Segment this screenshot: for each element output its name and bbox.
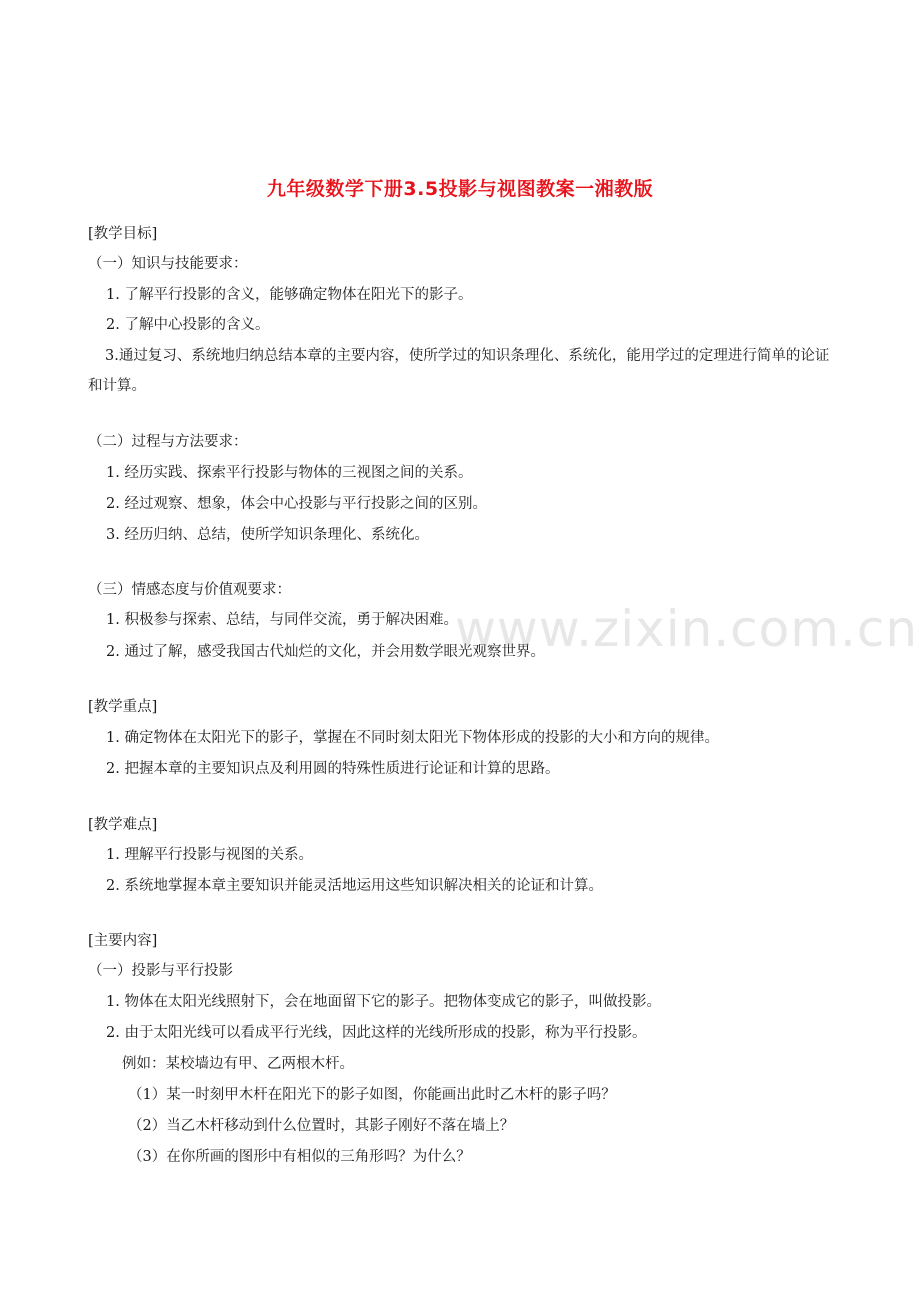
- knowledge-skills-heading: （一）知识与技能要求：: [88, 256, 248, 272]
- list-item: 1. 物体在太阳光线照射下，会在地面留下它的影子。把物体变成它的影子，叫做投影。: [106, 994, 661, 1010]
- example-question: （2）当乙木杆移动到什么位置时，其影子刚好不落在墙上？: [128, 1118, 515, 1134]
- example-intro: 例如：某校墙边有甲、乙两根木杆。: [122, 1056, 354, 1072]
- list-item: 1. 积极参与探索、总结，与同伴交流，勇于解决困难。: [106, 612, 458, 628]
- list-item: 2. 把握本章的主要知识点及利用圆的特殊性质进行论证和计算的思路。: [106, 761, 560, 777]
- attitudes-values-heading: （三）情感态度与价值观要求：: [88, 582, 291, 598]
- projection-heading: （一）投影与平行投影: [88, 963, 233, 979]
- list-item: 1. 确定物体在太阳光下的影子，掌握在不同时刻太阳光下物体形成的投影的大小和方向的规律。: [106, 730, 719, 746]
- list-item: 3.通过复习、系统地归纳总结本章的主要内容，使所学过的知识条理化、系统化，能用学过的定理进行简单的论证和计算。: [88, 348, 830, 394]
- list-item: 2. 经过观察、想象，体会中心投影与平行投影之间的区别。: [106, 496, 487, 512]
- main-content-header: [主要内容]: [88, 933, 158, 949]
- difficult-points-header: [教学难点]: [88, 817, 158, 833]
- list-item: 1. 经历实践、探索平行投影与物体的三视图之间的关系。: [106, 465, 473, 481]
- watermark: www.zixin.com.cn: [455, 600, 919, 658]
- list-item: 2. 了解中心投影的含义。: [106, 317, 270, 333]
- list-item: 1. 了解平行投影的含义，能够确定物体在阳光下的影子。: [106, 287, 473, 303]
- example-question: （1）某一时刻甲木杆在阳光下的影子如图，你能画出此时乙木杆的影子吗？: [128, 1087, 616, 1103]
- process-methods-heading: （二）过程与方法要求：: [88, 434, 248, 450]
- list-item: 3. 经历归纳、总结，使所学知识条理化、系统化。: [106, 527, 429, 543]
- list-item: 2. 通过了解，感受我国古代灿烂的文化，并会用数学眼光观察世界。: [106, 644, 545, 660]
- objectives-header: [教学目标]: [88, 226, 158, 242]
- document-title: 九年级数学下册3.5投影与视图教案一湘教版: [266, 178, 654, 200]
- list-item: 2. 由于太阳光线可以看成平行光线，因此这样的光线所形成的投影，称为平行投影。: [106, 1025, 647, 1041]
- key-points-header: [教学重点]: [88, 699, 158, 715]
- list-item: 1. 理解平行投影与视图的关系。: [106, 847, 313, 863]
- list-item: 2. 系统地掌握本章主要知识并能灵活地运用这些知识解决相关的论证和计算。: [106, 878, 603, 894]
- example-question: （3）在你所画的图形中有相似的三角形吗？为什么？: [128, 1149, 471, 1165]
